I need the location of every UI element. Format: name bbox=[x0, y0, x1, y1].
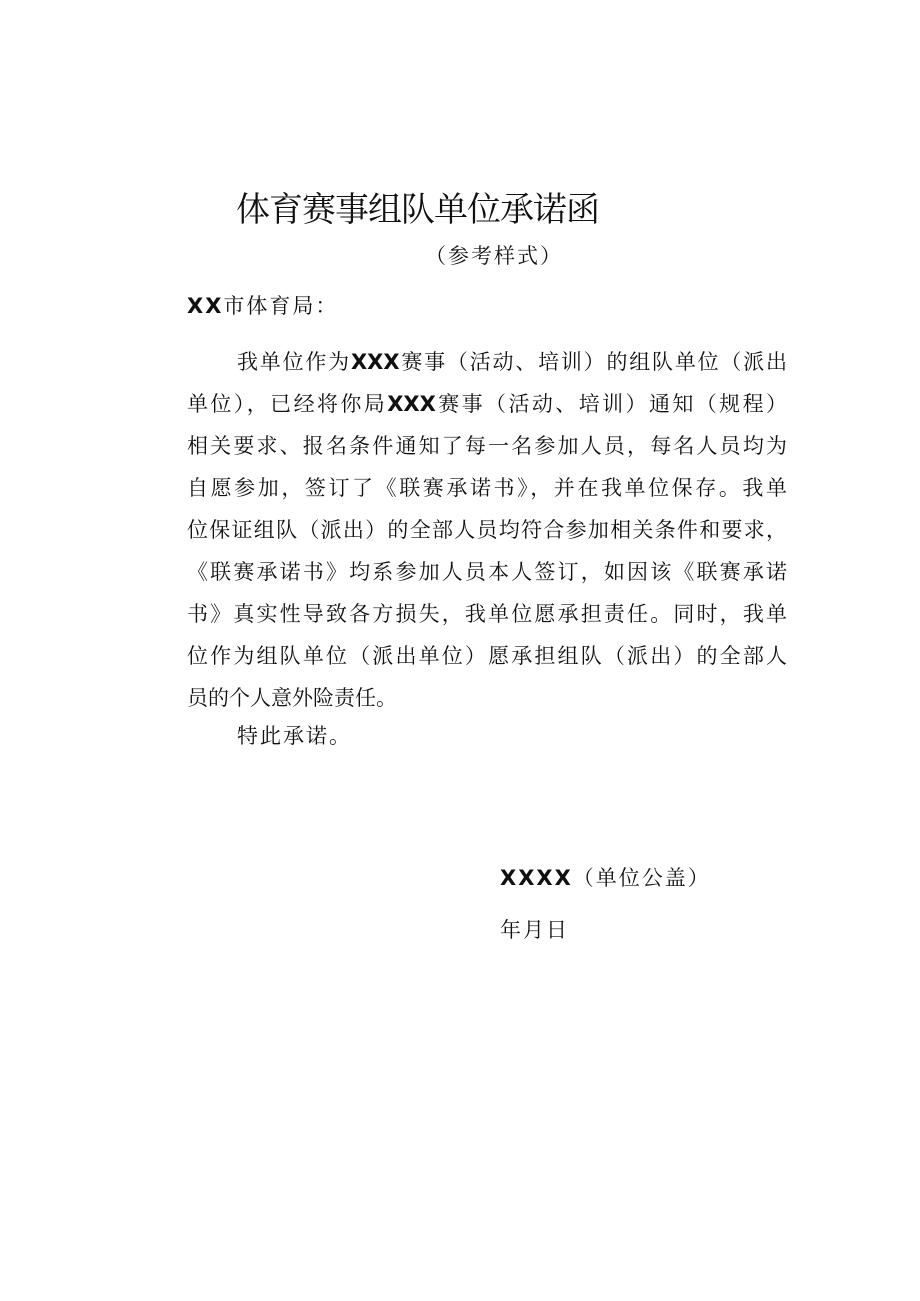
body-line bbox=[187, 341, 787, 383]
body-text: 单位），已经将你局 bbox=[187, 392, 388, 416]
commitment-body bbox=[187, 341, 787, 719]
body-line: 相关要求、报名条件通知了每一名参加人员，每名人员均为 bbox=[187, 434, 787, 458]
body-line bbox=[187, 383, 787, 425]
body-line: 员的个人意外险责任。 bbox=[187, 686, 397, 710]
body-text: 赛事（活动、培训）通知（规程） bbox=[435, 392, 788, 416]
addressee-placeholder: XX bbox=[187, 294, 224, 318]
addressee-text: 市体育局： bbox=[223, 294, 339, 318]
body-text: 赛事（活动、培训）的组队单位（派出 bbox=[399, 350, 788, 374]
body-line: 书》真实性导致各方损失，我单位愿承担责任。同时，我单 bbox=[187, 602, 787, 626]
body-text: 我单位作为 bbox=[237, 350, 351, 374]
body-line: 《联赛承诺书》均系参加人员本人签订，如因该《联赛承诺 bbox=[187, 560, 787, 584]
body-line: 位保证组队（派出）的全部人员均符合参加相关条件和要求， bbox=[187, 518, 787, 542]
addressee bbox=[187, 290, 338, 320]
body-line: 位作为组队单位（派出单位）愿承担组队（派出）的全部人 bbox=[187, 644, 787, 668]
organization-placeholder: XXXX bbox=[500, 866, 573, 890]
seal-note: （单位公盖） bbox=[572, 866, 711, 890]
date-line: 年月日 bbox=[500, 918, 569, 942]
signature-block bbox=[500, 862, 711, 892]
event-placeholder: XXX bbox=[387, 392, 436, 416]
body-line: 自愿参加，签订了《联赛承诺书》，并在我单位保存。我单 bbox=[187, 476, 787, 500]
event-placeholder: XXX bbox=[350, 350, 400, 374]
document-title: 体育赛事组队单位承诺函 bbox=[236, 190, 599, 230]
document-subtitle: （参考样式） bbox=[425, 244, 563, 268]
closing-statement: 特此承诺。 bbox=[237, 724, 352, 748]
